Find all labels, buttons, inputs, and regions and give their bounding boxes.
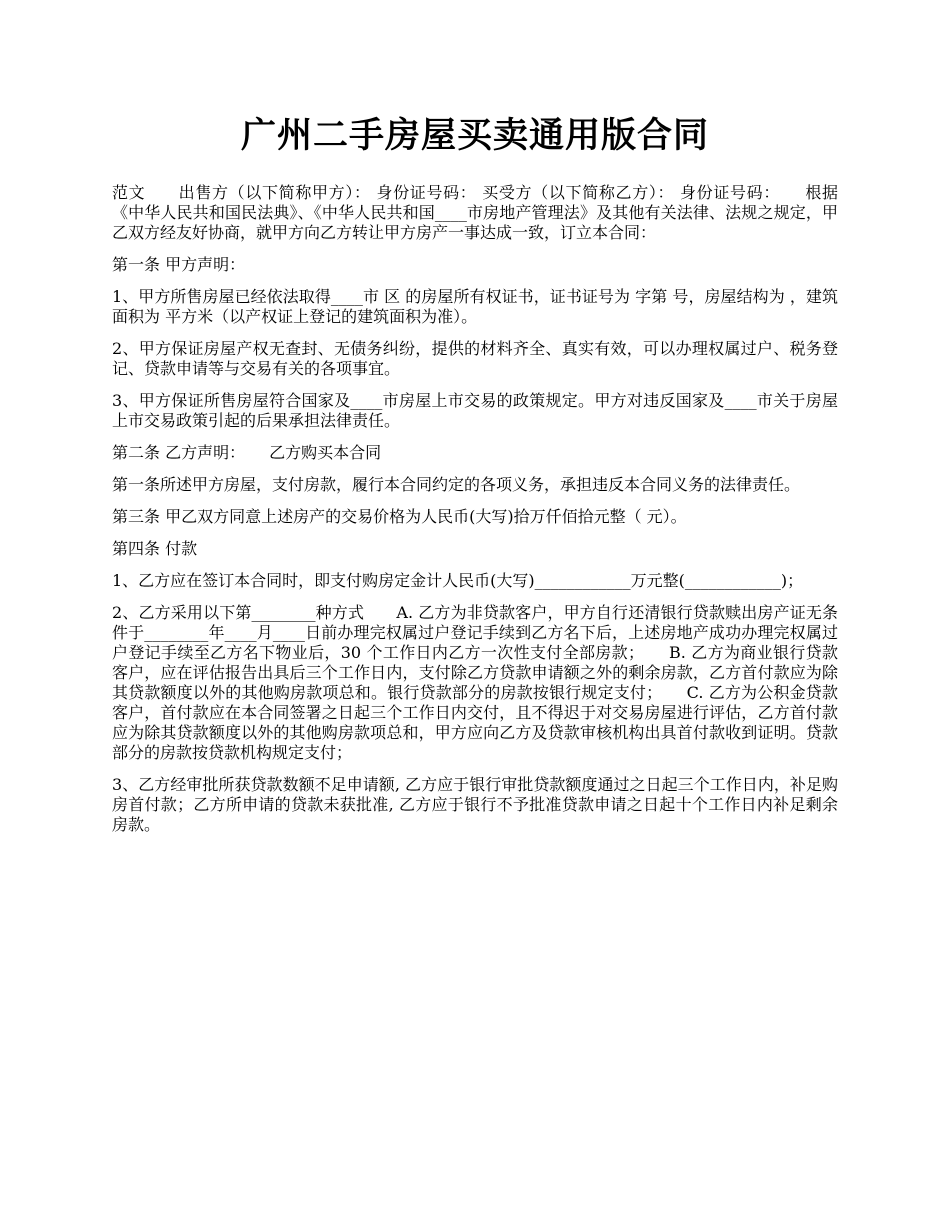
article-4-heading: 第四条 付款 bbox=[112, 539, 198, 558]
article-4-clause-1: 1、乙方应在签订本合同时，即支付购房定金计人民币(大写)____________万元整(____________)； bbox=[112, 571, 804, 590]
article-2-body: 第一条所述甲方房屋，支付房款，履行本合同约定的各项义务，承担违反本合同义务的法律责任。 bbox=[112, 475, 801, 494]
article-1-heading: 第一条 甲方声明： bbox=[112, 255, 246, 274]
article-1-clause-2: 2、甲方保证房屋产权无查封、无债务纠纷，提供的材料齐全、真实有效，可以办理权属过户、税务登记、贷款申请等与交易有关的各项事宜。 bbox=[112, 339, 838, 378]
article-4-clause-3: 3、乙方经审批所获贷款数额不足申请额, 乙方应于银行审批贷款额度通过之日起三个工作日内，补足购房首付款；乙方所申请的贷款未获批准, 乙方应于银行不予批准贷款申请之日起十个工作日内补足剩余房款。 bbox=[112, 775, 838, 834]
document-title: 广州二手房屋买卖通用版合同 bbox=[240, 115, 709, 156]
article-2-heading: 第二条 乙方声明： 乙方购买本合同 bbox=[112, 443, 382, 462]
article-4-clause-2: 2、乙方采用以下第________种方式 A. 乙方为非贷款客户，甲方自行还清银行贷款赎出房产证无条件于________年____月____日前办理完权属过户登记手续到乙方名下后，上述房地产成功办理完权属过户登记手续至乙方名下物业后，30 个工作日内乙方一次性支付全部房款； B. 乙方为商业银行贷款客户，应在评估报告出具后三个工作日内，支付除乙方贷款申请额之外的剩余房款，乙方首付款应为除其贷款额度以外的其他购房款项总和。银行贷款部分的房款按银行规定支付； C. 乙方为公积金贷款客户，首付款应在本合同签署之日起三个工作日内交付，且不得迟于对交易房屋进行评估，乙方首付款应为除其贷款额度以外的其他购房款项总和，甲方应向乙方及贷款审核机构出具首付款收到证明。贷款部分的房款按贷款机构规定支付； bbox=[112, 603, 838, 762]
article-3: 第三条 甲乙双方同意上述房产的交易价格为人民币(大写)拾万仟佰拾元整（ 元）。 bbox=[112, 507, 687, 526]
intro-paragraph: 范文 出售方（以下简称甲方）： 身份证号码： 买受方（以下简称乙方）： 身份证号码： 根据《中华人民共和国民法典》、《中华人民共和国____市房地产管理法》及其他有关法律、法规之规定，甲乙双方经友好协商，就甲方向乙方转让甲方房产一事达成一致，订立本合同： bbox=[112, 183, 838, 242]
article-1-clause-3: 3、甲方保证所售房屋符合国家及____市房屋上市交易的政策规定。甲方对违反国家及____市关于房屋上市交易政策引起的后果承担法律责任。 bbox=[112, 391, 838, 430]
article-1-clause-1: 1、甲方所售房屋已经依法取得____市 区 的房屋所有权证书，证书证号为 字第 号，房屋结构为 ，建筑面积为 平方米（以产权证上登记的建筑面积为准）。 bbox=[112, 287, 838, 326]
